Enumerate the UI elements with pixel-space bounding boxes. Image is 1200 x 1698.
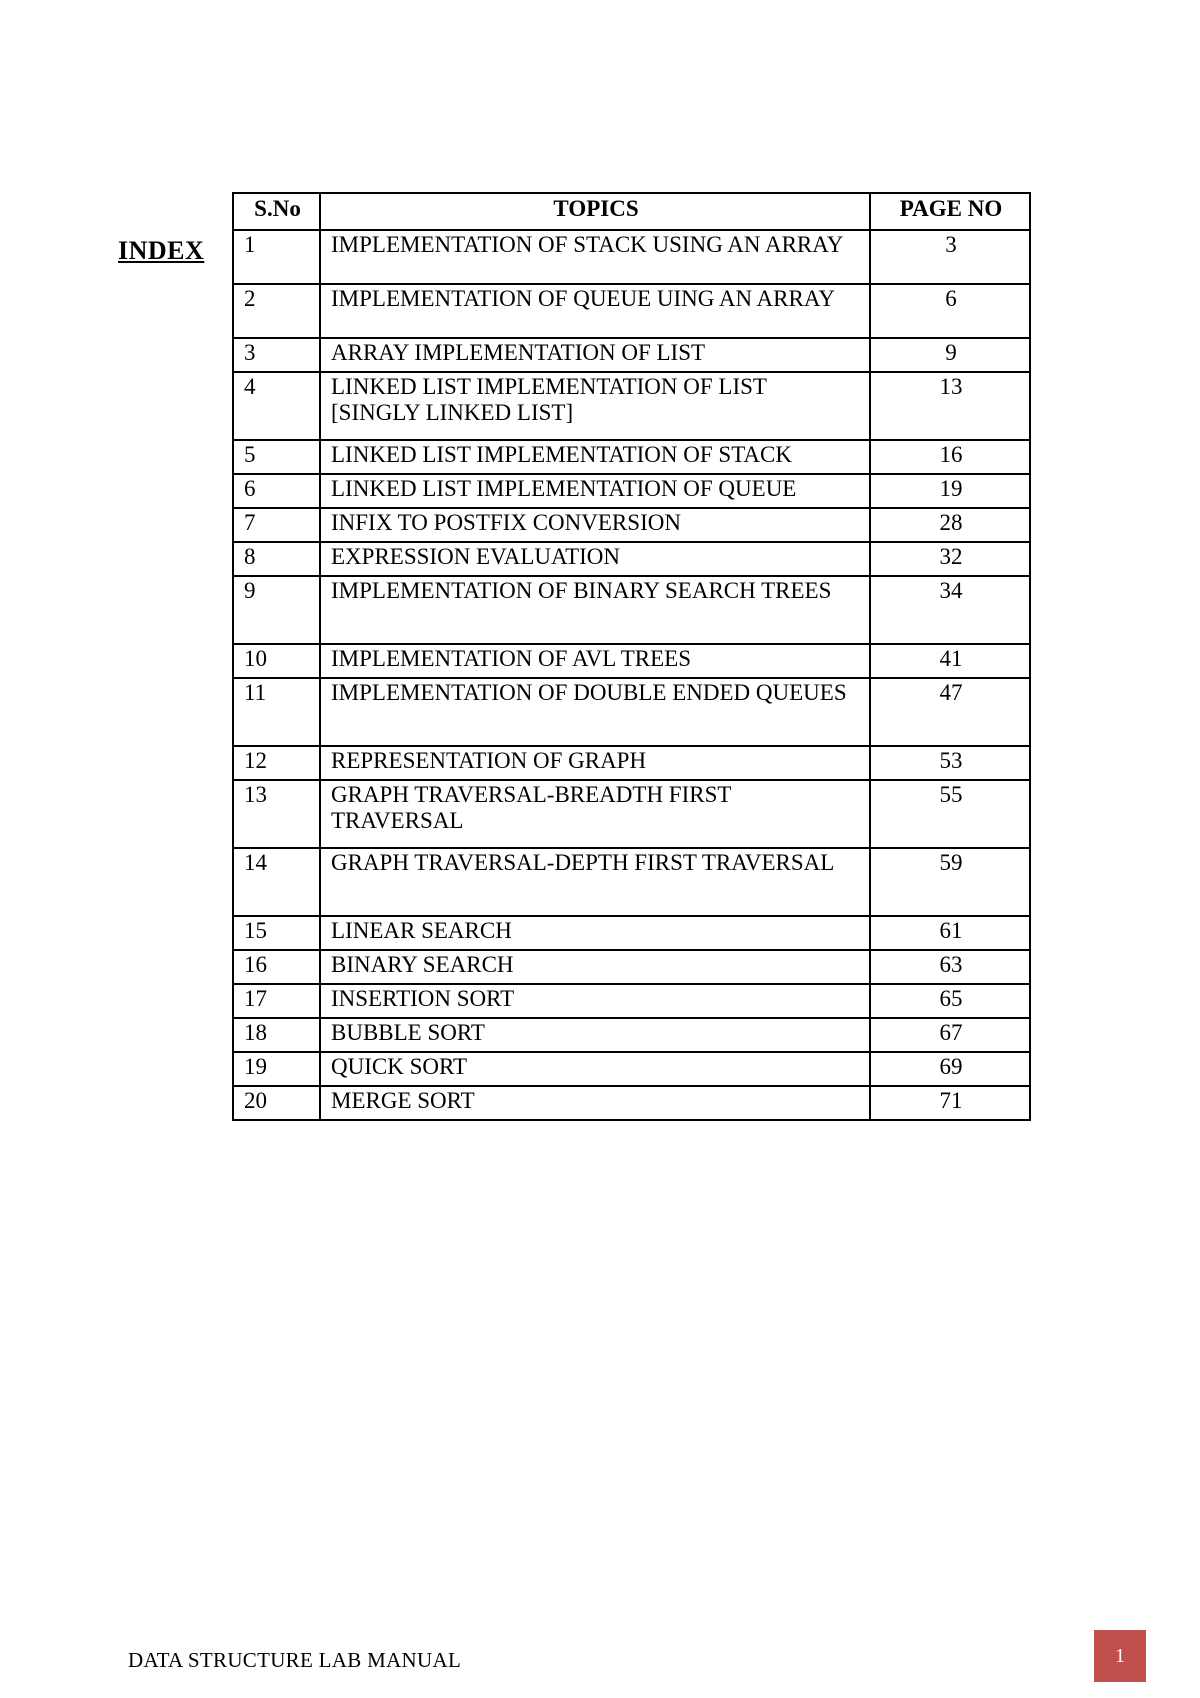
table-row — [233, 644, 1030, 678]
table-row — [233, 1052, 1030, 1086]
row-page: 47 — [870, 678, 1030, 746]
header-topics: TOPICS — [320, 193, 870, 230]
table-row — [233, 950, 1030, 984]
row-topic: IMPLEMENTATION OF STACK USING AN ARRAY — [320, 230, 870, 284]
table-row — [233, 230, 1030, 284]
row-topic: GRAPH TRAVERSAL-BREADTH FIRST TRAVERSAL — [320, 780, 870, 848]
row-page: 3 — [870, 230, 1030, 284]
row-sno: 18 — [233, 1018, 320, 1052]
row-sno: 2 — [233, 284, 320, 338]
row-sno: 19 — [233, 1052, 320, 1086]
row-sno: 14 — [233, 848, 320, 916]
row-page: 32 — [870, 542, 1030, 576]
table-row — [233, 284, 1030, 338]
row-topic: IMPLEMENTATION OF AVL TREES — [320, 644, 870, 678]
table-row — [233, 508, 1030, 542]
table-row — [233, 1086, 1030, 1120]
row-topic: MERGE SORT — [320, 1086, 870, 1120]
row-sno: 17 — [233, 984, 320, 1018]
row-page: 63 — [870, 950, 1030, 984]
row-page: 19 — [870, 474, 1030, 508]
row-page: 34 — [870, 576, 1030, 644]
row-page: 55 — [870, 780, 1030, 848]
row-topic: GRAPH TRAVERSAL-DEPTH FIRST TRAVERSAL — [320, 848, 870, 916]
row-sno: 8 — [233, 542, 320, 576]
row-topic: LINEAR SEARCH — [320, 916, 870, 950]
row-sno: 16 — [233, 950, 320, 984]
table-row — [233, 372, 1030, 440]
row-sno: 10 — [233, 644, 320, 678]
header-sno: S.No — [233, 193, 320, 230]
row-sno: 5 — [233, 440, 320, 474]
table-row — [233, 1018, 1030, 1052]
index-heading: INDEX — [118, 236, 205, 265]
row-sno: 1 — [233, 230, 320, 284]
table-header-row — [233, 193, 1030, 230]
table-row — [233, 678, 1030, 746]
row-page: 71 — [870, 1086, 1030, 1120]
page-number-badge: 1 — [1094, 1630, 1146, 1682]
index-table — [232, 192, 1031, 1121]
table-row — [233, 780, 1030, 848]
row-page: 16 — [870, 440, 1030, 474]
table-row — [233, 474, 1030, 508]
row-sno: 4 — [233, 372, 320, 440]
row-topic: LINKED LIST IMPLEMENTATION OF STACK — [320, 440, 870, 474]
row-topic: LINKED LIST IMPLEMENTATION OF QUEUE — [320, 474, 870, 508]
row-page: 9 — [870, 338, 1030, 372]
row-page: 61 — [870, 916, 1030, 950]
row-page: 59 — [870, 848, 1030, 916]
row-topic: INFIX TO POSTFIX CONVERSION — [320, 508, 870, 542]
row-page: 53 — [870, 746, 1030, 780]
row-page: 67 — [870, 1018, 1030, 1052]
row-topic: IMPLEMENTATION OF DOUBLE ENDED QUEUES — [320, 678, 870, 746]
row-topic: IMPLEMENTATION OF QUEUE UING AN ARRAY — [320, 284, 870, 338]
row-topic: LINKED LIST IMPLEMENTATION OF LIST [SINGLY LINKED LIST] — [320, 372, 870, 440]
row-topic: QUICK SORT — [320, 1052, 870, 1086]
table-row — [233, 576, 1030, 644]
row-topic: BINARY SEARCH — [320, 950, 870, 984]
table-row — [233, 916, 1030, 950]
row-sno: 20 — [233, 1086, 320, 1120]
row-page: 28 — [870, 508, 1030, 542]
row-topic: EXPRESSION EVALUATION — [320, 542, 870, 576]
row-sno: 6 — [233, 474, 320, 508]
row-sno: 15 — [233, 916, 320, 950]
row-sno: 3 — [233, 338, 320, 372]
row-topic: REPRESENTATION OF GRAPH — [320, 746, 870, 780]
row-page: 69 — [870, 1052, 1030, 1086]
row-sno: 13 — [233, 780, 320, 848]
row-topic: ARRAY IMPLEMENTATION OF LIST — [320, 338, 870, 372]
table-row — [233, 338, 1030, 372]
footer-title: DATA STRUCTURE LAB MANUAL — [128, 1648, 462, 1672]
row-sno: 12 — [233, 746, 320, 780]
row-sno: 9 — [233, 576, 320, 644]
row-page: 41 — [870, 644, 1030, 678]
row-topic: IMPLEMENTATION OF BINARY SEARCH TREES — [320, 576, 870, 644]
row-page: 13 — [870, 372, 1030, 440]
row-topic: BUBBLE SORT — [320, 1018, 870, 1052]
table-row — [233, 984, 1030, 1018]
row-topic: INSERTION SORT — [320, 984, 870, 1018]
table-row — [233, 440, 1030, 474]
row-page: 6 — [870, 284, 1030, 338]
table-row — [233, 542, 1030, 576]
row-sno: 7 — [233, 508, 320, 542]
table-row — [233, 746, 1030, 780]
row-page: 65 — [870, 984, 1030, 1018]
row-sno: 11 — [233, 678, 320, 746]
header-page-no: PAGE NO — [870, 193, 1030, 230]
table-row — [233, 848, 1030, 916]
